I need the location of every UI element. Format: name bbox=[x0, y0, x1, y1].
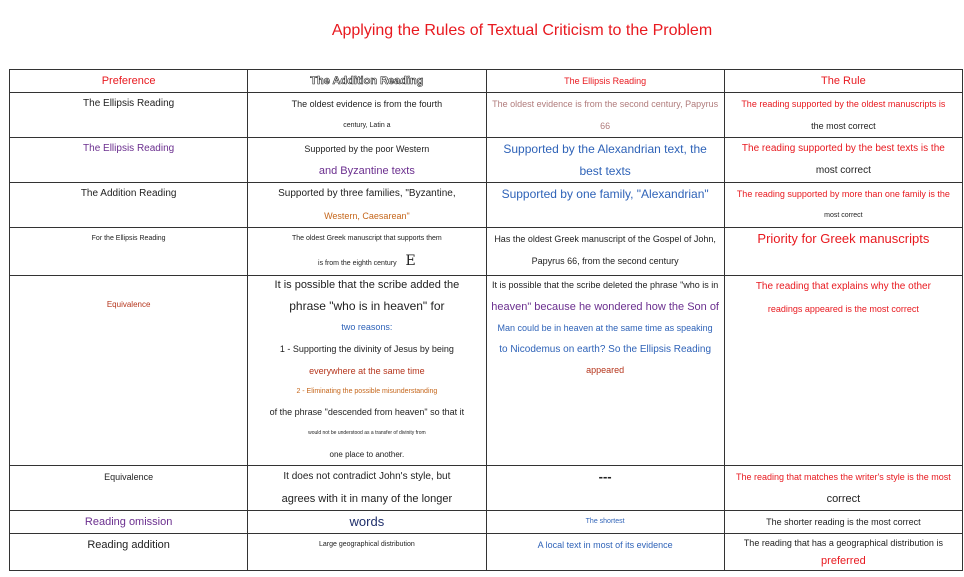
rule-cell: The reading that matches the writer's style is the most correct bbox=[724, 466, 962, 511]
ellipsis-cell: It is possible that the scribe deleted the phrase "who is in heaven" because he wondered how the Son of Man could be in heaven at the same time as speaking to Nicodemus on earth? So the Ellipsis Reading appeared bbox=[486, 276, 724, 466]
table-row bbox=[10, 183, 963, 228]
rule-cell: The reading supported by the oldest manuscripts is the most correct bbox=[724, 93, 962, 138]
addition-cell: The oldest Greek manuscript that supports them is from the eighth century E bbox=[248, 228, 486, 276]
ellipsis-cell: Supported by one family, "Alexandrian" bbox=[486, 183, 724, 228]
rule-cell: The reading that explains why the other readings appeared is the most correct bbox=[724, 276, 962, 466]
textual-criticism-table bbox=[9, 69, 963, 571]
addition-cell: It does not contradict John's style, but agrees with it in many of the longer bbox=[248, 466, 486, 511]
preference-cell: The Addition Reading bbox=[10, 183, 248, 228]
preference-cell: The Ellipsis Reading bbox=[10, 138, 248, 183]
rule-cell: The shorter reading is the most correct bbox=[724, 511, 962, 534]
ellipsis-cell: The oldest evidence is from the second century, Papyrus 66 bbox=[486, 93, 724, 138]
rule-cell: The reading that has a geographical distribution is preferred bbox=[724, 534, 962, 571]
table-row bbox=[10, 93, 963, 138]
ellipsis-cell: Has the oldest Greek manuscript of the Gospel of John, Papyrus 66, from the second century bbox=[486, 228, 724, 276]
addition-cell: The oldest evidence is from the fourth century, Latin a bbox=[248, 93, 486, 138]
table-row bbox=[10, 511, 963, 534]
preference-cell: For the Ellipsis Reading bbox=[10, 228, 248, 276]
table-row bbox=[10, 228, 963, 276]
table-row bbox=[10, 466, 963, 511]
letter-e-mark: E bbox=[405, 253, 416, 269]
rule-cell: Priority for Greek manuscripts bbox=[724, 228, 962, 276]
header-rule: The Rule bbox=[724, 70, 962, 93]
table-row bbox=[10, 276, 963, 466]
preference-cell: Reading addition bbox=[10, 534, 248, 571]
table-row bbox=[10, 534, 963, 571]
table-row bbox=[10, 138, 963, 183]
addition-cell: words bbox=[248, 511, 486, 534]
ellipsis-cell: Supported by the Alexandrian text, the best texts bbox=[486, 138, 724, 183]
addition-cell: Large geographical distribution bbox=[248, 534, 486, 571]
ellipsis-cell: The shortest bbox=[486, 511, 724, 534]
addition-cell: Supported by the poor Western and Byzantine texts bbox=[248, 138, 486, 183]
ellipsis-cell: --- bbox=[486, 466, 724, 511]
table-header-row bbox=[10, 70, 963, 93]
preference-cell: Equivalence bbox=[10, 276, 248, 466]
preference-cell: Reading omission bbox=[10, 511, 248, 534]
page-title: Applying the Rules of Textual Criticism to the Problem bbox=[331, 22, 713, 39]
header-ellipsis: The Ellipsis Reading bbox=[486, 70, 724, 93]
preference-cell: The Ellipsis Reading bbox=[10, 93, 248, 138]
rule-cell: The reading supported by more than one family is the most correct bbox=[724, 183, 962, 228]
addition-cell: It is possible that the scribe added the phrase "who is in heaven" for two reasons: 1 - Supporting the divinity of Jesus by being everywhere at the same time 2 - Eliminating the possible misunderstanding of the phrase "descended from heaven" so that it would not be understood as a transfer of divinity from one place to another. bbox=[248, 276, 486, 466]
header-preference: Preference bbox=[10, 70, 248, 93]
header-addition: The Addition Reading bbox=[248, 70, 486, 93]
addition-cell: Supported by three families, "Byzantine, Western, Caesarean" bbox=[248, 183, 486, 228]
ellipsis-cell: A local text in most of its evidence bbox=[486, 534, 724, 571]
rule-cell: The reading supported by the best texts is the most correct bbox=[724, 138, 962, 183]
preference-cell: Equivalence bbox=[10, 466, 248, 511]
